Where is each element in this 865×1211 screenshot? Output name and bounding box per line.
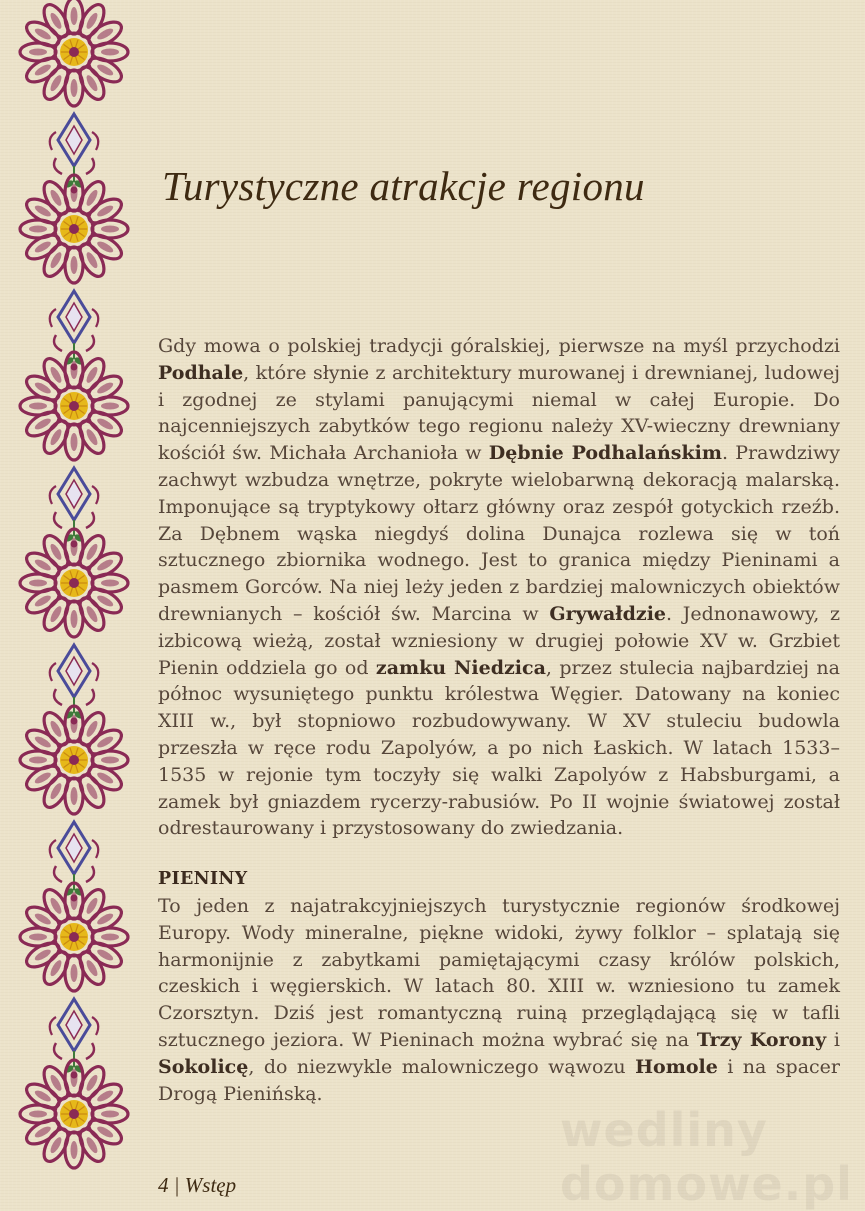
place-debno: Dębnie Podhalańskim [488,442,722,465]
place-trzy-korony: Trzy Korony [696,1028,827,1051]
folk-ornament-border [12,0,137,1200]
highlander-flower-icon [20,352,128,460]
highlander-flower-icon [20,883,128,991]
page-title: Turystyczne atrakcje regionu [162,163,645,209]
folk-diamond-icon [50,822,99,902]
highlander-flower-icon [20,706,128,814]
intro-paragraph: Gdy mowa o polskiej tradycji góralskiej, pierwsze na myśl przychodzi Podhale, które słynie z architektury murowanej i drewnianej, ludowej i zgodnej ze stylami panującymi niemal w całej Europie. Do najcenniejszych zabytków tego regionu należy XV-wieczny drewniany kościół św. Michała Archanioła w Dębnie Podhalańskim. Prawdziwy zachwyt wzbudza wnętrze, pokryte wielobarwną dekoracją malarską. Imponujące są tryptykowy ołtarz główny oraz zespół gotyckich rzeźb. Za Dębnem wąska niegdyś dolina Dunajca rozlewa się w toń sztucznego zbiornika wodnego. Jest to granica między Pieninami a pasmem Gorców. Na niej leży jeden z bardziej malowniczych obiektów drewnianych – kościół św. Marcina w Grywałdzie. Jednonawowy, z izbicową wieżą, został wzniesiony w drugiej połowie XV w. Grzbiet Pienin oddziela go od zamku Niedzica, przez stulecia najbardziej na północ wysuniętego punktu królestwa Węgier. Datowany na koniec XIII w., był stopniowo rozbudowywany. W XV stuleciu budowla przeszła w ręce rodu Zapolyów, a po nich Łaskich. W latach 1533–1535 w rejonie tym toczyły się walki Zapolyów z Habsburgami, a zamek był gniazdem rycerzy-rabusiów. Po II wojnie światowej został odrestaurowany i przystosowany do zwiedzania. [158,335,840,840]
place-podhale: Podhale [158,361,244,384]
folk-diamond-icon [50,645,99,725]
section-heading-pieniny: PIENINY [158,869,248,890]
place-homole: Homole [635,1055,718,1078]
article-body [158,333,840,1107]
highlander-flower-icon [20,529,128,637]
folk-diamond-icon [50,999,99,1079]
highlander-flower-icon [20,1060,128,1168]
place-grywald: Grywałdzie [549,602,666,625]
page-footer: 4 | Wstęp [158,1173,237,1197]
folk-diamond-icon [50,114,99,194]
highlander-flower-icon [20,0,128,106]
place-niedzica: zamku Niedzica [375,656,546,679]
pieniny-paragraph: To jeden z najatrakcyjniejszych turystycznie regionów środkowej Europy. Wody mineralne, piękne widoki, żywy folklor – splatają się harmonijnie z zabytkami pamiętającymi czasy królów polskich, czeskich i węgierskich. W latach 80. XIII w. wzniesiono tu zamek Czorsztyn. Dziś jest romantyczną ruiną przeglądającą się w tafli sztucznego jeziora. W Pieninach można wybrać się na Trzy Korony i Sokolicę, do niezwykle malowniczego wąwozu Homole i na spacer Drogą Pienińską. [158,894,841,1105]
highlander-flower-icon [20,175,128,283]
folk-diamond-icon [50,291,99,371]
folk-diamond-icon [50,468,99,548]
place-sokolica: Sokolicę [158,1055,249,1078]
watermark: wedliny domowe.pl [560,1103,853,1211]
